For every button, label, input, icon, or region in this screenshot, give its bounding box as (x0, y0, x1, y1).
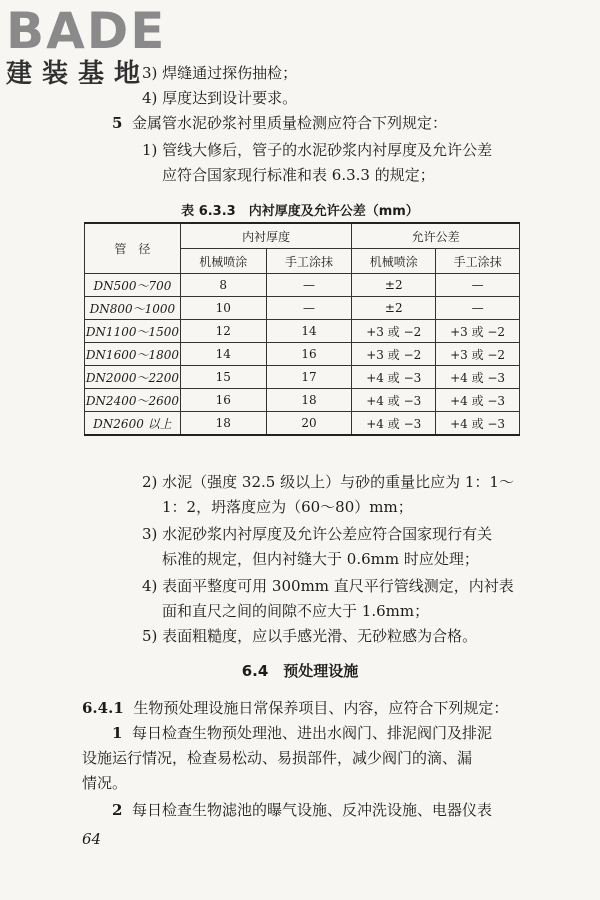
table-row (85, 274, 520, 297)
cell-tolerance-hand: +3 或 −2 (436, 320, 520, 343)
sub-item-4-line-2: 面和直尺之间的间隙不应大于 1.6mm； (162, 602, 430, 620)
item-5 (112, 113, 447, 133)
paragraph-2-number: 2 (112, 801, 123, 819)
cell-tolerance-mech: +4 或 −3 (352, 389, 436, 412)
cell-dn: DN1100～1500 (85, 320, 181, 343)
header-pipe-diameter: 管 径 (85, 223, 181, 274)
subheader-thickness-hand: 手工涂抹 (266, 249, 352, 274)
cell-thickness-mech: 16 (180, 389, 266, 412)
cell-tolerance-mech: +3 或 −2 (352, 343, 436, 366)
cell-tolerance-mech: +4 或 −3 (352, 412, 436, 436)
subheader-thickness-mech: 机械喷涂 (180, 249, 266, 274)
lining-thickness-table (84, 222, 520, 436)
cell-thickness-mech: 12 (180, 320, 266, 343)
sub-item-5: 5) 表面粗糙度，应以手感光滑、无砂粒感为合格。 (142, 627, 478, 645)
cell-tolerance-mech: ±2 (352, 274, 436, 297)
cell-thickness-hand: — (266, 274, 352, 297)
cell-tolerance-hand: — (436, 274, 520, 297)
paragraph-1-line-3: 情况。 (82, 774, 128, 792)
paragraph-1-text: 每日检查生物预处理池、进出水阀门、排泥阀门及排泥 (131, 724, 492, 742)
sub-item-4-line-1: 4) 表面平整度可用 300mm 直尺平行管线测定，内衬表 (142, 577, 514, 595)
cell-thickness-hand: 18 (266, 389, 352, 412)
cell-dn: DN1600～1800 (85, 343, 181, 366)
clause-number: 6.4.1 (82, 699, 124, 717)
cell-tolerance-hand: +4 或 −3 (436, 389, 520, 412)
cell-tolerance-mech: ±2 (352, 297, 436, 320)
cell-tolerance-mech: +3 或 −2 (352, 320, 436, 343)
table-row (85, 389, 520, 412)
cell-thickness-mech: 8 (180, 274, 266, 297)
sub-item-2-line-1: 2) 水泥（强度 32.5 级以上）与砂的重量比应为 1：1～ (142, 473, 514, 491)
cell-tolerance-hand: — (436, 297, 520, 320)
subheader-tolerance-hand: 手工涂抹 (436, 249, 520, 274)
cell-thickness-mech: 18 (180, 412, 266, 436)
item-5-text: 金属管水泥砂浆衬里质量检测应符合下列规定： (131, 114, 447, 132)
item-5-number: 5 (112, 114, 123, 132)
header-lining-thickness: 内衬厚度 (180, 223, 352, 249)
cell-thickness-hand: — (266, 297, 352, 320)
cell-tolerance-hand: +3 或 −2 (436, 343, 520, 366)
page-number: 64 (82, 830, 102, 848)
sub-item-1-line-2: 应符合国家现行标准和表 6.3.3 的规定； (162, 166, 435, 184)
cell-thickness-hand: 17 (266, 366, 352, 389)
watermark-subtitle: 建装基地 (6, 59, 151, 89)
table-caption: 表 6.3.3 内衬厚度及允许公差（mm） (181, 204, 419, 219)
table-row (85, 320, 520, 343)
clause-text: 生物预处理设施日常保养项目、内容，应符合下列规定： (133, 699, 509, 717)
cell-thickness-mech: 10 (180, 297, 266, 320)
cell-dn: DN2400～2600 (85, 389, 181, 412)
subheader-tolerance-mech: 机械喷涂 (352, 249, 436, 274)
item-4: 4) 厚度达到设计要求。 (142, 89, 298, 107)
sub-item-3-line-2: 标准的规定，但内衬缝大于 0.6mm 时应处理； (162, 550, 479, 568)
section-title: 6.4 预处理设施 (241, 662, 359, 680)
cell-thickness-mech: 14 (180, 343, 266, 366)
paragraph-1-line-2: 设施运行情况，检查易松动、易损部件，减少阀门的滴、漏 (82, 749, 473, 767)
cell-tolerance-hand: +4 或 −3 (436, 366, 520, 389)
paragraph-1-number: 1 (112, 724, 123, 742)
cell-dn: DN500～700 (85, 274, 181, 297)
table-row (85, 366, 520, 389)
sub-item-2-line-2: 1：2，坍落度应为（60～80）mm； (162, 498, 413, 516)
paragraph-1-line-1 (112, 723, 492, 743)
cell-thickness-hand: 14 (266, 320, 352, 343)
table-row (85, 297, 520, 320)
paragraph-2-line-1 (112, 800, 492, 820)
watermark-brand: BADE (6, 2, 167, 60)
cell-dn: DN2600 以上 (85, 412, 181, 436)
cell-dn: DN800～1000 (85, 297, 181, 320)
clause-6-4-1 (82, 698, 508, 718)
cell-thickness-hand: 20 (266, 412, 352, 436)
sub-item-1-line-1: 1) 管线大修后，管子的水泥砂浆内衬厚度及允许公差 (142, 141, 493, 159)
paragraph-2-text: 每日检查生物滤池的曝气设施、反冲洗设施、电器仪表 (131, 801, 492, 819)
table-row (85, 343, 520, 366)
header-tolerance: 允许公差 (352, 223, 520, 249)
cell-thickness-hand: 16 (266, 343, 352, 366)
sub-item-3-line-1: 3) 水泥砂浆内衬厚度及允许公差应符合国家现行有关 (142, 525, 493, 543)
cell-tolerance-hand: +4 或 −3 (436, 412, 520, 436)
cell-thickness-mech: 15 (180, 366, 266, 389)
cell-dn: DN2000～2200 (85, 366, 181, 389)
item-3: 3) 焊缝通过探伤抽检； (142, 64, 298, 82)
table-row (85, 412, 520, 436)
cell-tolerance-mech: +4 或 −3 (352, 366, 436, 389)
